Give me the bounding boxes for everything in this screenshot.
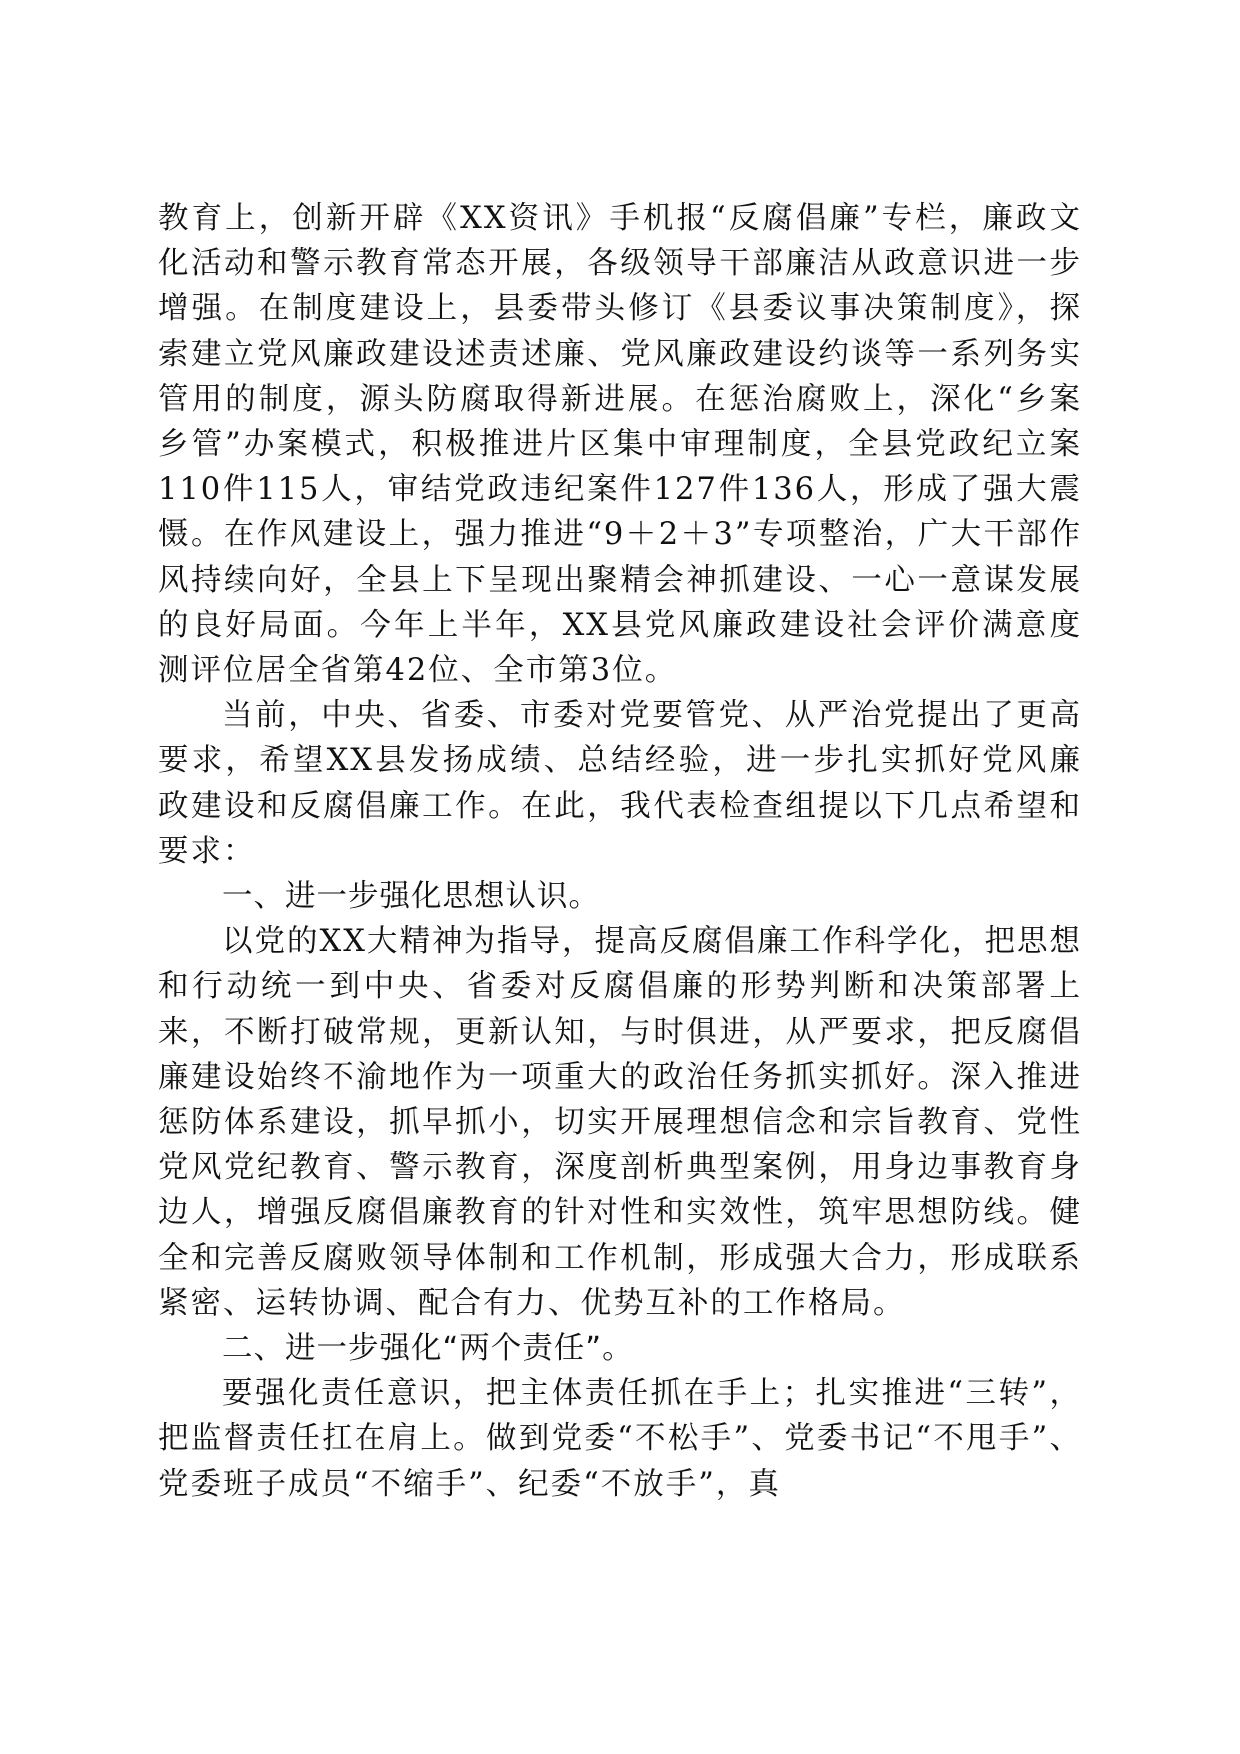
paragraph-continuation: 教育上，创新开辟《XX资讯》手机报“反腐倡廉”专栏，廉政文化活动和警示教育常态开展，各级领导干部廉洁从政意识进一步增强。在制度建设上，县委带头修订《县委议事决策制度》，探索建立党风廉政建设述责述廉、党风廉政建设约谈等一系列务实管用的制度，源头防腐取得新进展。在惩治腐败上，深化“乡案乡管”办案模式，积极推进片区集中审理制度，全县党政纪立案110件115人，审结党政违纪案件127件136人，形成了强大震慑。在作风建设上，强力推进“9＋2＋3”专项整治，广大干部作风持续向好，全县上下呈现出聚精会神抓建设、一心一意谋发展的良好局面。今年上半年，XX县党风廉政建设社会评价满意度测评位居全省第42位、全市第3位。 xyxy=(158,201,1082,689)
document-body xyxy=(158,196,1082,1507)
paragraph-requirements-intro: 当前，中央、省委、市委对党要管党、从严治党提出了更高要求，希望XX县发扬成绩、总结经验，进一步扎实抓好党风廉政建设和反腐倡廉工作。在此，我代表检查组提以下几点希望和要求： xyxy=(158,698,1082,869)
section-heading-1: 一、进一步强化思想认识。 xyxy=(222,879,600,915)
section-heading-2: 二、进一步强化“两个责任”。 xyxy=(222,1331,634,1367)
paragraph-section-2: 要强化责任意识，把主体责任抓在手上；扎实推进“三转”，把监督责任扛在肩上。做到党委“不松手”、党委书记“不甩手”、党委班子成员“不缩手”、纪委“不放手”，真 xyxy=(158,1376,1082,1502)
paragraph-section-1: 以党的XX大精神为指导，提高反腐倡廉工作科学化，把思想和行动统一到中央、省委对反腐倡廉的形势判断和决策部署上来，不断打破常规，更新认知，与时俱进，从严要求，把反腐倡廉建设始终不渝地作为一项重大的政治任务抓实抓好。深入推进惩防体系建设，抓早抓小，切实开展理想信念和宗旨教育、党性党风党纪教育、警示教育，深度剖析典型案例，用身边事教育身边人，增强反腐倡廉教育的针对性和实效性，筑牢思想防线。健全和完善反腐败领导体制和工作机制，形成强大合力，形成联系紧密、运转协调、配合有力、优势互补的工作格局。 xyxy=(158,924,1082,1321)
